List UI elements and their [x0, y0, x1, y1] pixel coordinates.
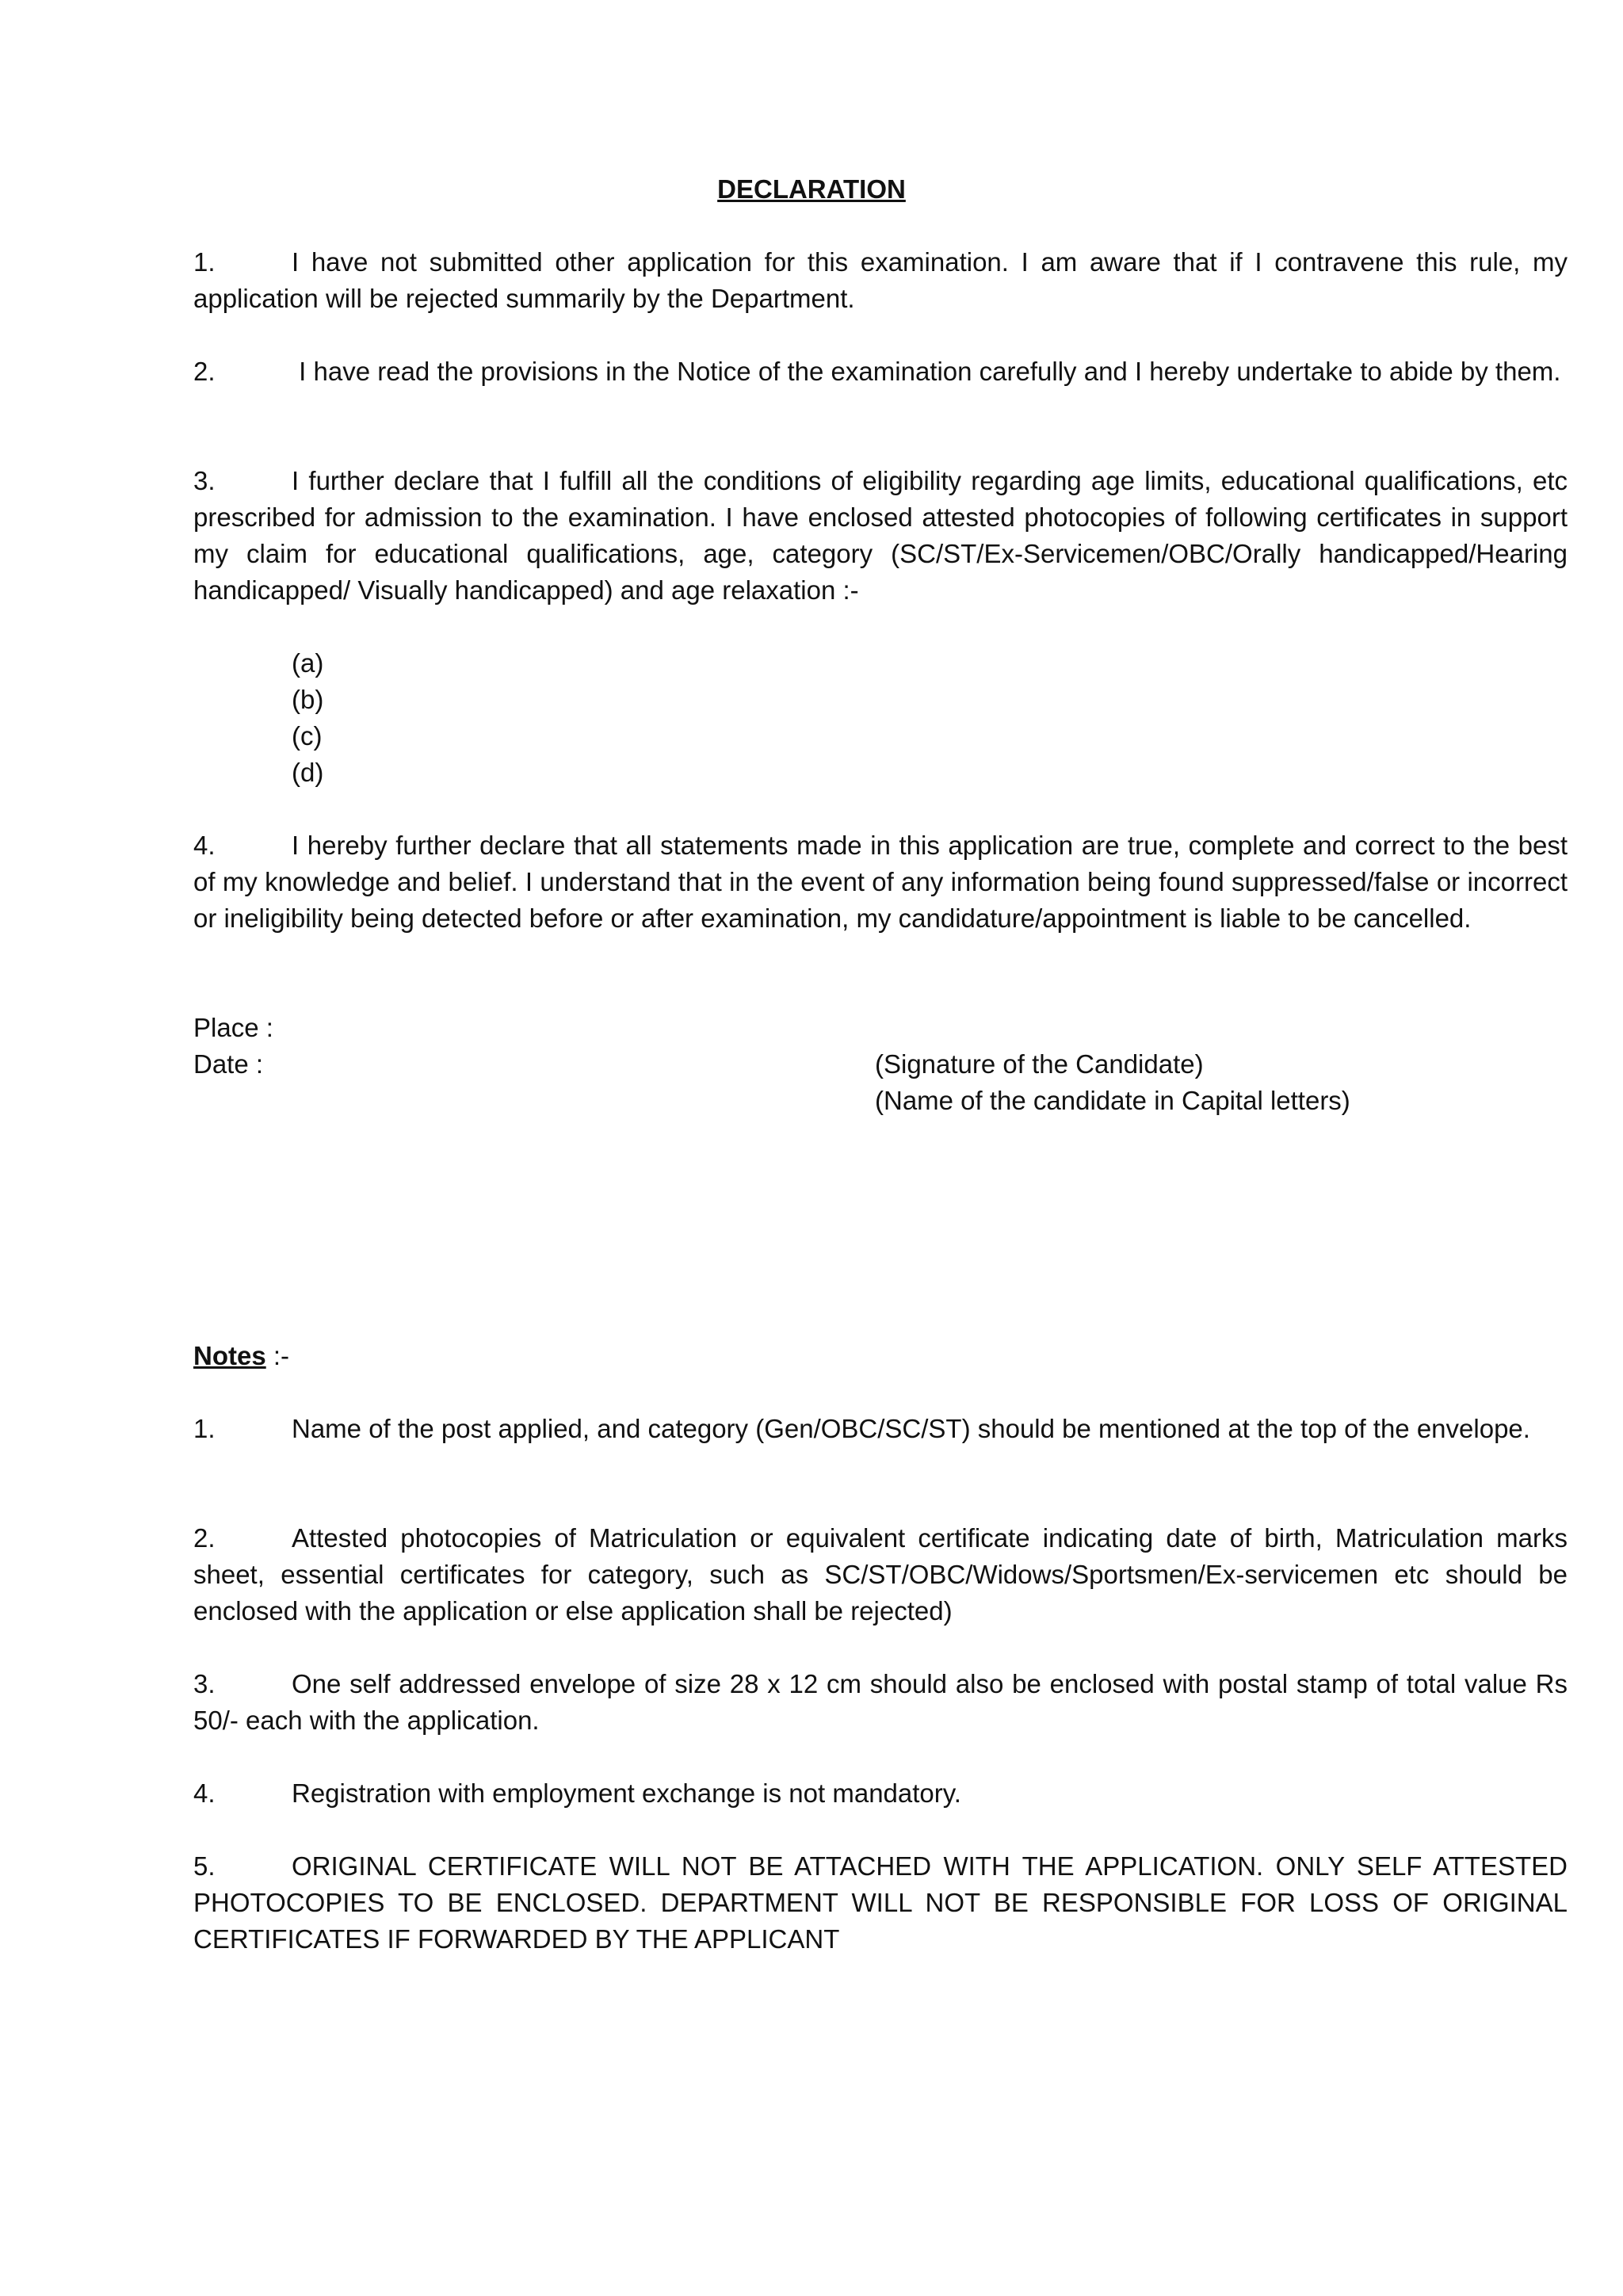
notes-title: Notes — [193, 1341, 266, 1370]
item-text: I further declare that I fulfill all the conditions of eligibility regarding age limits, educational qualifications, etc prescribed for admission to the examination. I have enclosed attested photocopies of following certificates in support my claim for educational qualifications, age, category (SC/ST/Ex-Servicemen/OBC/Orally handicapped/Hearing handicapped/ Visually handicapped) and age relaxation :- — [193, 466, 1568, 605]
candidate-name-label: (Name of the candidate in Capital letters) — [875, 1086, 1350, 1115]
note-item-2 — [193, 1520, 1568, 1629]
item-text: Attested photocopies of Matriculation or equivalent certificate indicating date of birth, Matriculation marks sheet, essential certificates for category, such as SC/ST/OBC/Widows/Sportsmen/Ex-servicemen etc should be enclosed with the application or else application shall be rejected) — [193, 1523, 1568, 1626]
declaration-item-3 — [193, 463, 1568, 609]
item-text: ORIGINAL CERTIFICATE WILL NOT BE ATTACHED WITH THE APPLICATION. ONLY SELF ATTESTED PHOTOCOPIES TO BE ENCLOSED. DEPARTMENT WILL NOT BE RESPONSIBLE FOR LOSS OF ORIGINAL CERTIFICATES IF FORWARDED BY THE APPLICANT — [193, 1851, 1568, 1954]
list-item: (c) — [292, 721, 323, 751]
notes-title-suffix: :- — [265, 1341, 290, 1370]
item-number: 1. — [193, 247, 216, 277]
item-number: 3. — [193, 1669, 216, 1698]
note-item-1 — [193, 1411, 1568, 1447]
note-item-5 — [193, 1848, 1568, 1958]
note-item-4 — [193, 1775, 1568, 1812]
item-text: I have not submitted other application for this examination. I am aware that if I contravene this rule, my application will be rejected summarily by the Department. — [193, 247, 1568, 313]
item-number: 2. — [193, 357, 216, 386]
item-text: I have read the provisions in the Notice of the examination carefully and I hereby undertake to abide by them. — [292, 357, 1561, 386]
item-text: Registration with employment exchange is not mandatory. — [292, 1778, 961, 1808]
list-item: (b) — [292, 685, 324, 714]
declaration-item-1 — [193, 244, 1568, 317]
date-label: Date : — [193, 1049, 264, 1079]
item-number: 5. — [193, 1851, 216, 1881]
declaration-title: DECLARATION — [717, 174, 906, 204]
list-item: (a) — [292, 648, 324, 678]
declaration-item-4 — [193, 827, 1568, 937]
item-number: 4. — [193, 1778, 216, 1808]
list-item: (d) — [292, 758, 324, 787]
item-number: 2. — [193, 1523, 216, 1553]
declaration-item-2 — [193, 353, 1568, 390]
signature-label: (Signature of the Candidate) — [875, 1049, 1204, 1079]
item-text: I hereby further declare that all statements made in this application are true, complete and correct to the best of my knowledge and belief. I understand that in the event of any information being found suppressed/false or incorrect or ineligibility being detected before or after examination, my candidature/appointment is liable to be cancelled. — [193, 831, 1568, 933]
certificate-list — [292, 645, 323, 791]
item-text: One self addressed envelope of size 28 x 12 cm should also be enclosed with postal stamp of total value Rs 50/- each with the application. — [193, 1669, 1568, 1735]
note-item-3 — [193, 1666, 1568, 1739]
item-number: 1. — [193, 1414, 216, 1443]
place-label: Place : — [193, 1013, 273, 1042]
item-text: Name of the post applied, and category (Gen/OBC/SC/ST) should be mentioned at the top of the envelope. — [292, 1414, 1530, 1443]
notes-heading — [193, 1338, 289, 1374]
item-number: 3. — [193, 466, 216, 495]
item-number: 4. — [193, 831, 216, 860]
